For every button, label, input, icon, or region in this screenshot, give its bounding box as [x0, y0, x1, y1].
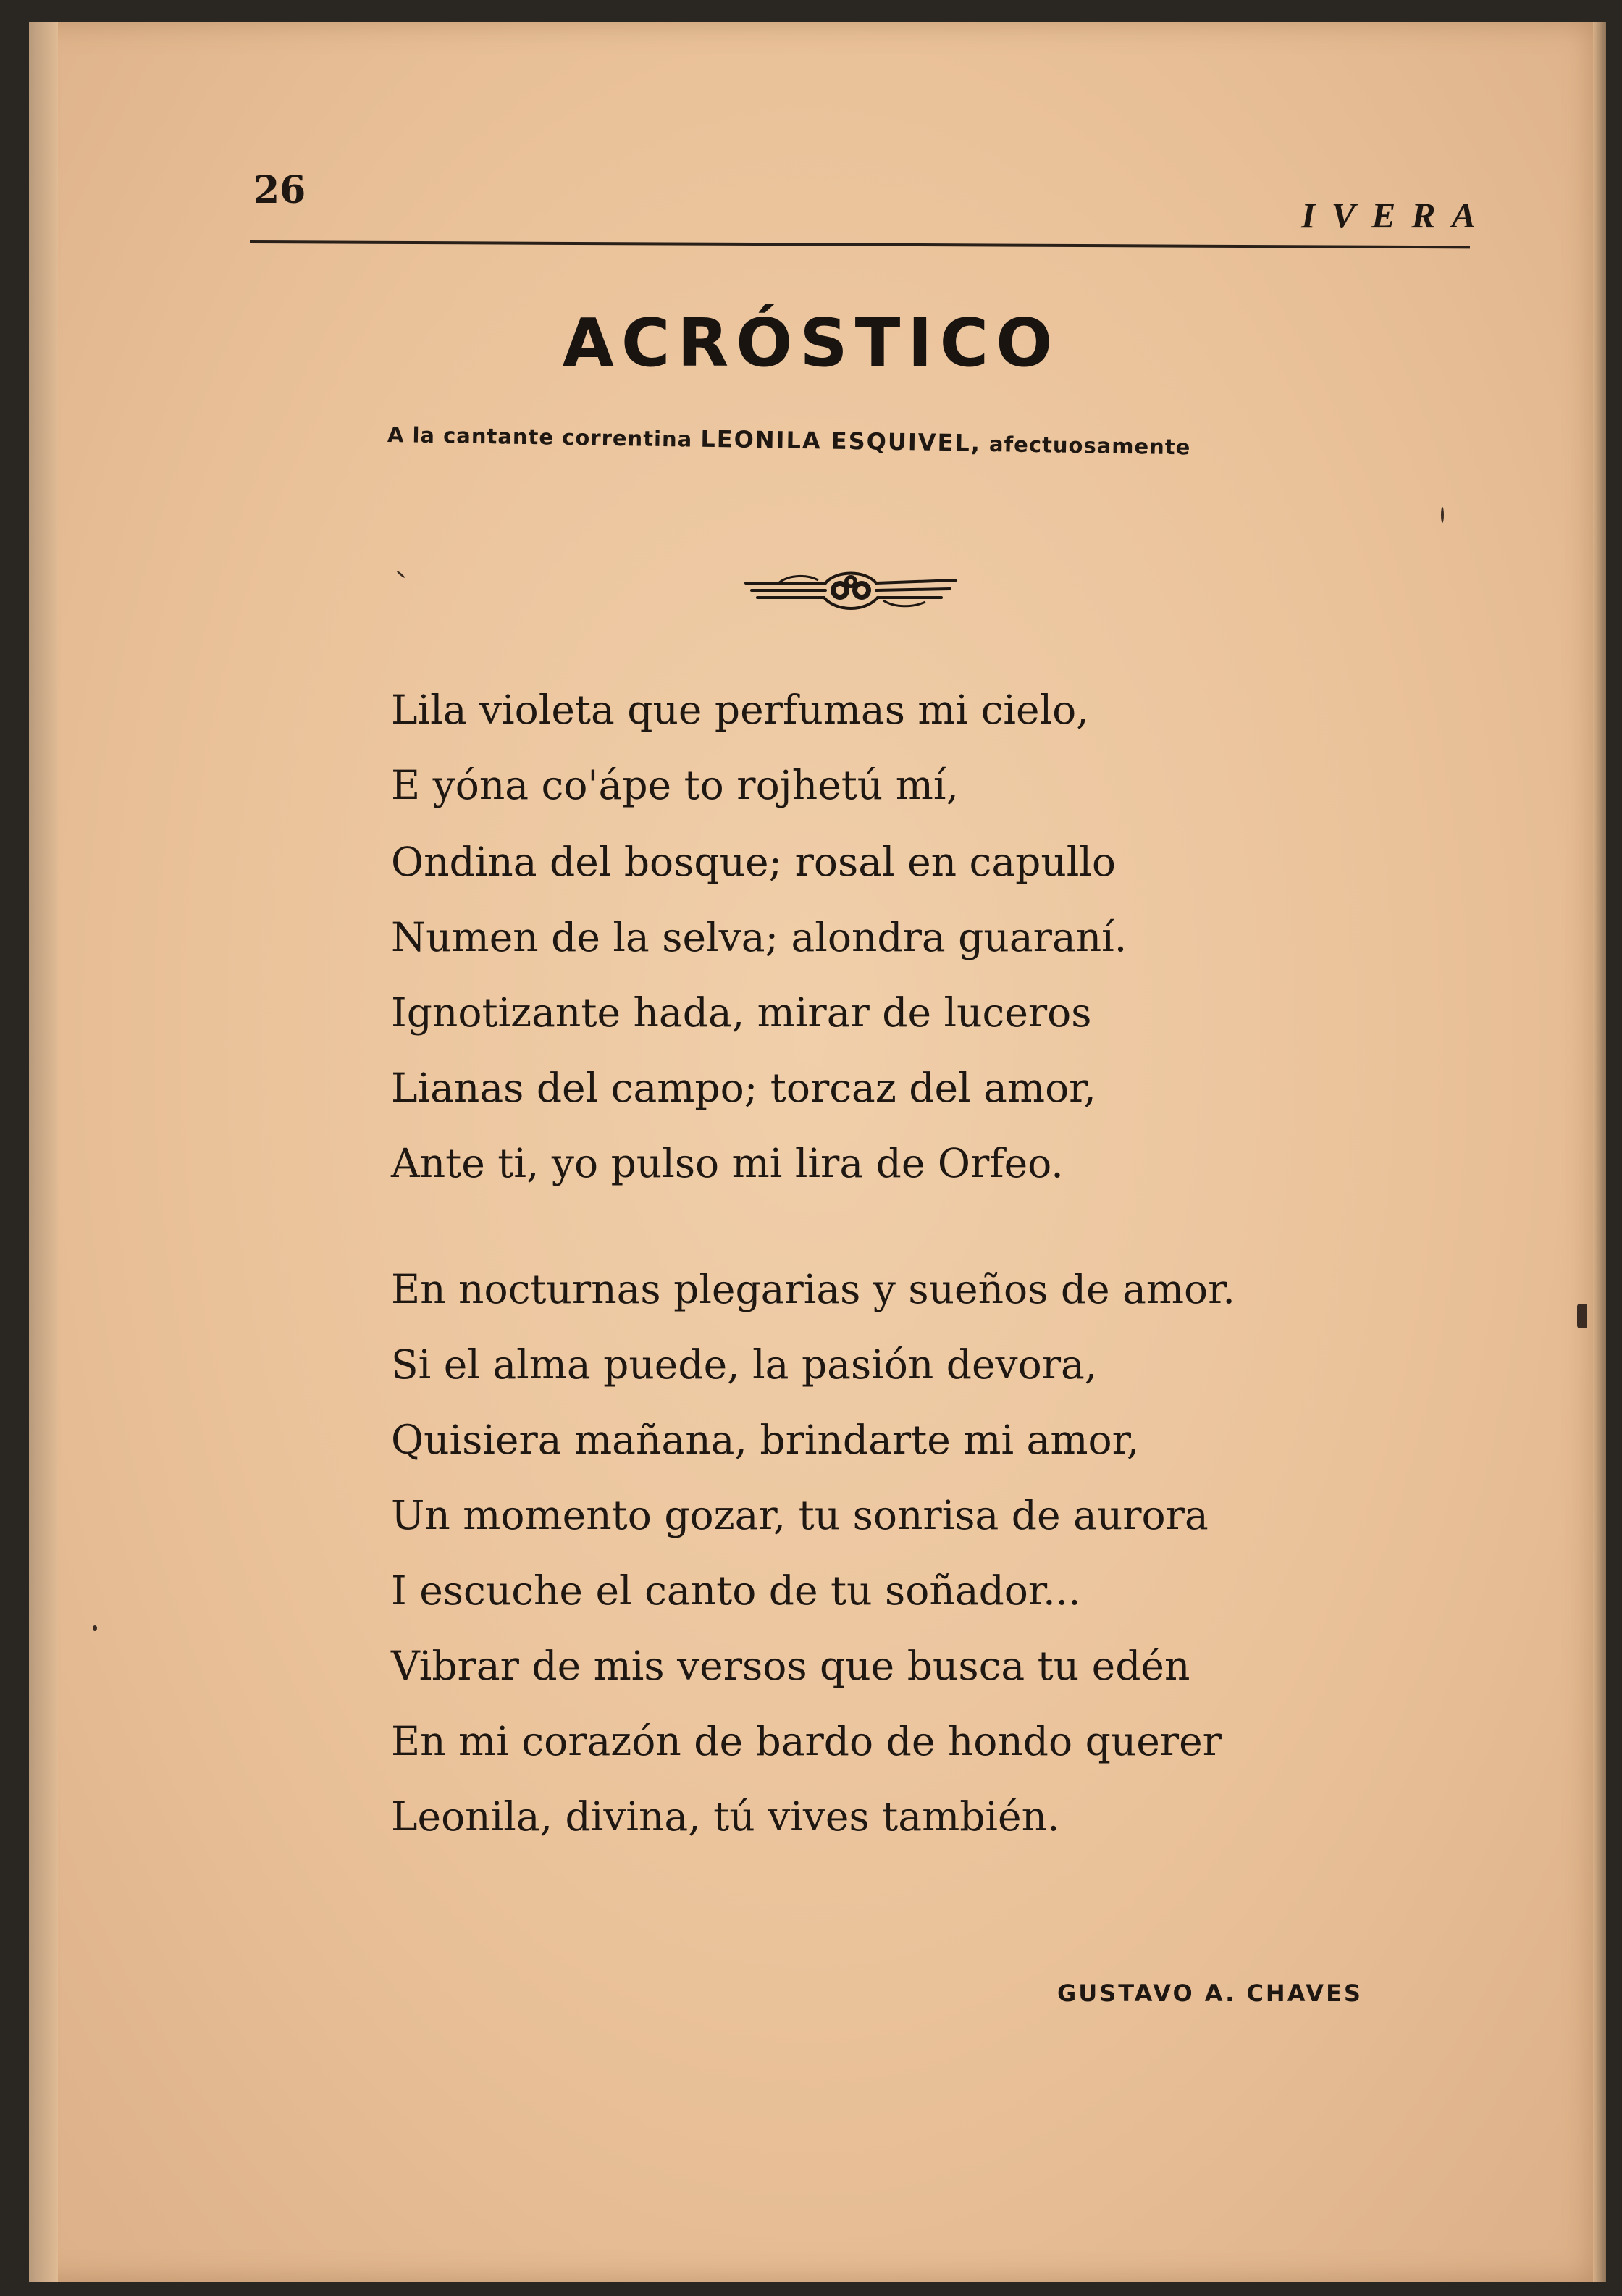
verse-line: Quisiera mañana, brindarte mi amor,: [391, 1417, 1140, 1463]
verse-line: Lila violeta que perfumas mi cielo,: [391, 687, 1089, 733]
paper-speck: [93, 1625, 97, 1631]
verse-line: Numen de la selva; alondra guaraní.: [391, 914, 1127, 960]
verse-line: Ignotizante hada, mirar de luceros: [391, 989, 1092, 1036]
paper-speck: [1577, 1304, 1587, 1328]
floral-ornament-icon: [739, 561, 963, 619]
verse-line: Vibrar de mis versos que busca tu edén: [391, 1643, 1190, 1689]
verse-line: Leonila, divina, tú vives también.: [391, 1793, 1060, 1840]
paper-speck: [1441, 507, 1444, 523]
dedication-suffix: afectuosamente: [988, 432, 1191, 460]
dedication-name: LEONILA ESQUIVEL,: [700, 424, 982, 457]
page-number: 26: [253, 168, 306, 212]
verse-line: En mi corazón de bardo de hondo querer: [391, 1718, 1222, 1764]
poem-title: ACRÓSTICO: [562, 304, 1060, 382]
verse-line: Si el alma puede, la pasión devora,: [391, 1341, 1098, 1388]
running-title: IVERA: [1301, 195, 1492, 235]
verse-line: Ante ti, yo pulso mi lira de Orfeo.: [391, 1140, 1064, 1186]
author-signature: GUSTAVO A. CHAVES: [1057, 1979, 1363, 2007]
verse-line: Ondina del bosque; rosal en capullo: [391, 839, 1117, 885]
verse-line: En nocturnas plegarias y sueños de amor.: [391, 1266, 1235, 1312]
verse-line: E yóna co'ápe to rojhetú mí,: [391, 762, 959, 808]
verse-line: I escuche el canto de tu soñador...: [391, 1567, 1081, 1614]
verse-line: Lianas del campo; torcaz del amor,: [391, 1065, 1096, 1111]
dedication-prefix: A la cantante correntina: [387, 422, 693, 452]
verse-line: Un momento gozar, tu sonrisa de aurora: [391, 1492, 1209, 1538]
